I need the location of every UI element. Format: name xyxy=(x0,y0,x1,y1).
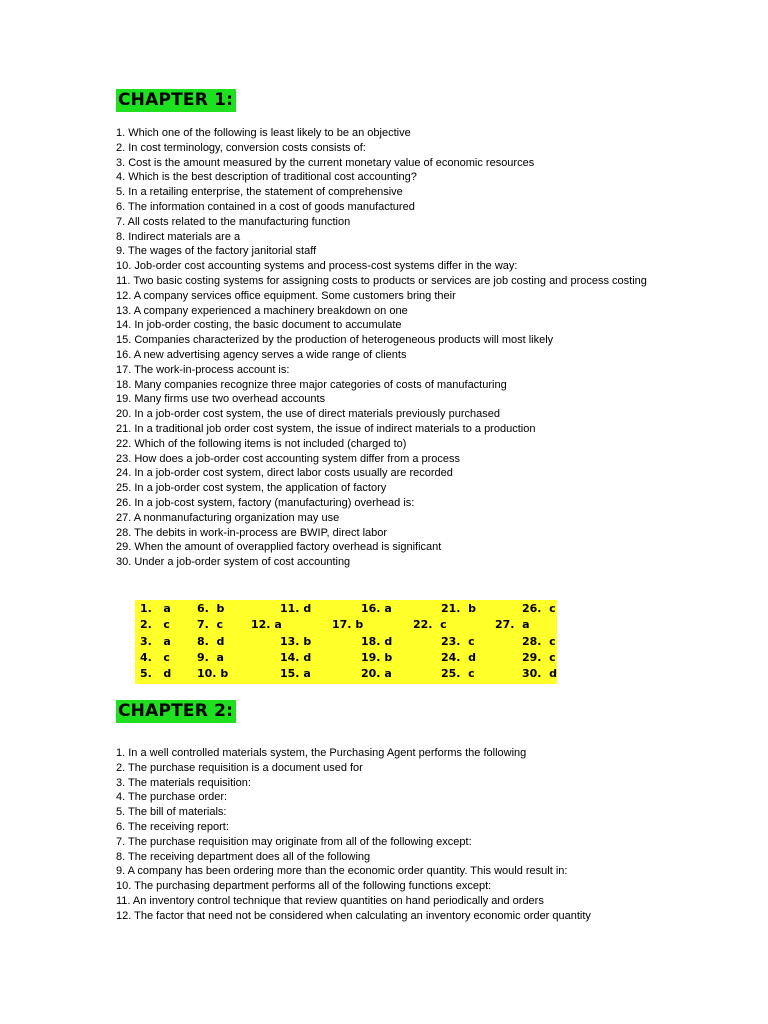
question-item: 1. Which one of the following is least likely to be an objective xyxy=(116,127,411,139)
question-item: 5. In a retailing enterprise, the statement of comprehensive xyxy=(116,186,403,199)
question-item: 19. Many firms use two overhead accounts xyxy=(116,393,326,406)
question-item: 21. In a traditional job order cost system, the issue of indirect materials to a production xyxy=(116,422,536,435)
question-item: 28. The debits in work-in-process are BWIP, direct labor xyxy=(116,526,388,539)
answer-cell: 1. a xyxy=(140,602,171,615)
question-item: 5. The bill of materials: xyxy=(116,806,227,819)
question-item: 8. Indirect materials are a xyxy=(116,230,241,243)
question-item: 7. The purchase requisition may originate from all of the following except: xyxy=(116,835,472,848)
answer-cell: 26. c xyxy=(522,602,556,615)
question-item: 15. Companies characterized by the production of heterogeneous products will most likely xyxy=(116,334,554,347)
answer-cell: 22. c xyxy=(413,618,447,631)
question-item: 2. In cost terminology, conversion costs consists of: xyxy=(116,141,366,154)
question-item: 26. In a job-cost system, factory (manufacturing) overhead is: xyxy=(116,496,415,509)
question-item: 1. In a well controlled materials system, the Purchasing Agent performs the following xyxy=(116,747,527,759)
answer-cell: 17. b xyxy=(332,618,364,631)
question-item: 25. In a job-order cost system, the application of factory xyxy=(116,482,387,495)
answer-cell: 25. c xyxy=(441,667,475,680)
chapter-1-answer-key xyxy=(135,600,557,684)
answer-cell: 8. d xyxy=(197,635,225,648)
question-item: 2. The purchase requisition is a document used for xyxy=(116,761,363,774)
question-item: 4. Which is the best description of traditional cost accounting? xyxy=(116,171,417,184)
answer-cell: 7. c xyxy=(197,618,224,631)
answer-cell: 23. c xyxy=(441,635,475,648)
question-item: 11. Two basic costing systems for assigning costs to products or services are job costing and process costing xyxy=(116,274,647,287)
answer-cell: 20. a xyxy=(361,667,392,680)
question-item: 10. The purchasing department performs all of the following functions except: xyxy=(116,880,492,893)
answer-row xyxy=(135,601,557,617)
answer-cell: 9. a xyxy=(197,651,224,664)
answer-cell: 29. c xyxy=(522,651,556,664)
answer-cell: 13. b xyxy=(280,635,312,648)
answer-cell: 15. a xyxy=(280,667,311,680)
question-item: 30. Under a job-order system of cost accounting xyxy=(116,556,351,569)
question-item: 3. The materials requisition: xyxy=(116,776,251,789)
answer-cell: 12. a xyxy=(251,618,282,631)
question-item: 3. Cost is the amount measured by the current monetary value of economic resources xyxy=(116,156,535,169)
question-item: 12. A company services office equipment. Some customers bring their xyxy=(116,289,456,302)
question-item: 9. The wages of the factory janitorial staff xyxy=(116,245,317,258)
answer-cell: 3. a xyxy=(140,635,171,648)
question-item: 4. The purchase order: xyxy=(116,791,228,804)
question-item: 27. A nonmanufacturing organization may use xyxy=(116,511,340,524)
question-item: 6. The information contained in a cost of goods manufactured xyxy=(116,200,415,213)
answer-cell: 6. b xyxy=(197,602,225,615)
question-item: 22. Which of the following items is not included (charged to) xyxy=(116,437,407,450)
answer-row xyxy=(135,666,557,682)
chapter-2-heading: CHAPTER 2: xyxy=(116,700,236,723)
answer-cell: 4. c xyxy=(140,651,170,664)
question-item: 17. The work-in-process account is: xyxy=(116,363,290,376)
answer-cell: 21. b xyxy=(441,602,477,615)
question-item: 16. A new advertising agency serves a wide range of clients xyxy=(116,348,407,361)
question-item: 29. When the amount of overapplied factory overhead is significant xyxy=(116,541,442,554)
chapter-2-question-list xyxy=(116,746,651,924)
answer-cell: 5. d xyxy=(140,667,172,680)
answer-row xyxy=(135,617,557,633)
answer-cell: 11. d xyxy=(280,602,312,615)
question-item: 7. All costs related to the manufacturing function xyxy=(116,215,351,228)
chapter-1-heading: CHAPTER 1: xyxy=(116,89,236,112)
answer-cell: 10. b xyxy=(197,667,229,680)
answer-cell: 2. c xyxy=(140,618,170,631)
question-item: 14. In job-order costing, the basic document to accumulate xyxy=(116,319,402,332)
question-item: 11. An inventory control technique that review quantities on hand periodically and orders xyxy=(116,894,544,907)
answer-cell: 14. d xyxy=(280,651,312,664)
answer-row xyxy=(135,634,557,650)
question-item: 13. A company experienced a machinery breakdown on one xyxy=(116,304,408,317)
answer-cell: 16. a xyxy=(361,602,392,615)
answer-cell: 27. a xyxy=(495,618,530,631)
question-item: 23. How does a job-order cost accounting system differ from a process xyxy=(116,452,461,465)
answer-cell: 18. d xyxy=(361,635,393,648)
answer-row xyxy=(135,650,557,666)
answer-cell: 24. d xyxy=(441,651,477,664)
answer-cell: 19. b xyxy=(361,651,393,664)
question-item: 9. A company has been ordering more than the economic order quantity. This would result in: xyxy=(116,865,568,878)
answer-cell: 30. d xyxy=(522,667,558,680)
question-item: 24. In a job-order cost system, direct labor costs usually are recorded xyxy=(116,467,453,480)
chapter-1-question-list xyxy=(116,126,651,570)
question-item: 10. Job-order cost accounting systems and process-cost systems differ in the way: xyxy=(116,260,518,273)
question-item: 12. The factor that need not be considered when calculating an inventory economic order quantity xyxy=(116,909,591,922)
question-item: 6. The receiving report: xyxy=(116,820,229,833)
question-item: 20. In a job-order cost system, the use of direct materials previously purchased xyxy=(116,408,500,421)
question-item: 18. Many companies recognize three major categories of costs of manufacturing xyxy=(116,378,507,391)
question-item: 8. The receiving department does all of the following xyxy=(116,850,371,863)
answer-cell: 28. c xyxy=(522,635,556,648)
